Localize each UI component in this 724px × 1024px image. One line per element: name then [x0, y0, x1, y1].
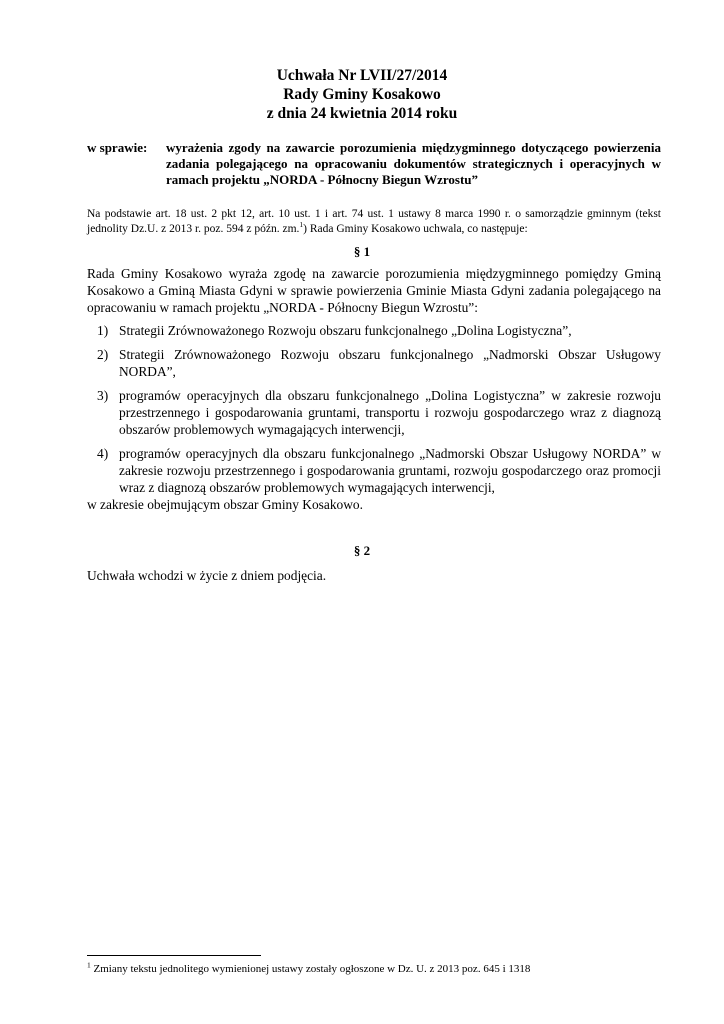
subject-label: w sprawie: — [87, 140, 148, 155]
documents-list — [87, 322, 661, 496]
footnote-divider — [87, 955, 261, 956]
section-1-heading: § 1 — [353, 244, 371, 259]
list-item-text: programów operacyjnych dla obszaru funkcjonalnego „Dolina Logistyczna” w zakresie rozwoju przestrzennego i gospodarowania gruntami, transportu i rozwoju gospodarczego wraz z diagnozą obszarów problemowych wymagających interwencji, — [119, 388, 661, 437]
list-item — [87, 346, 661, 380]
subject-block — [87, 140, 661, 188]
section-2-heading: § 2 — [353, 543, 371, 558]
section-1-closing: w zakresie obejmującym obszar Gminy Kosakowo. — [87, 497, 363, 512]
section-2-text: Uchwała wchodzi w życie z dniem podjęcia. — [87, 568, 327, 583]
title-number: Uchwała Nr LVII/27/2014 — [276, 67, 448, 84]
list-item-text: programów operacyjnych dla obszaru funkcjonalnego „Nadmorski Obszar Usługowy NORDA” w zakresie rozwoju przestrzennego i gospodarowania gruntami, rozwoju gospodarczego oraz promocji wraz z diagnozą obszarów problemowych wymagających interwencji, — [119, 446, 661, 495]
section-1-intro: Rada Gminy Kosakowo wyraża zgodę na zawarcie porozumienia międzygminnego pomiędzy Gminą Kosakowo a Gminą Miasta Gdyni w sprawie powierzenia Gminie Miasta Gdyni zadania polegającego na opracowaniu w ramach projektu „NORDA - Północny Biegun Wzrostu”: — [87, 266, 661, 315]
footnote-reference: 1 — [299, 220, 304, 230]
list-item — [87, 387, 661, 438]
footnote-marker: 1 — [87, 960, 91, 970]
subject-text: wyrażenia zgody na zawarcie porozumienia międzygminnego dotyczącego powierzenia zadania polegającego na opracowaniu dokumentów strategicznych i operacyjnych w ramach projektu „NORDA - Północny Biegun Wzrostu” — [166, 140, 661, 187]
list-item-number: 1) — [97, 323, 109, 338]
legal-basis-text-end: ) Rada Gminy Kosakowo uchwala, co następuje: — [303, 223, 528, 235]
legal-basis-text: Na podstawie art. 18 ust. 2 pkt 12, art. 10 ust. 1 i art. 74 ust. 1 ustawy 8 marca 1990 r. o samorządzie gminnym (tekst jednolity Dz.U. z 2013 r. poz. 594 z późn. zm. — [87, 208, 661, 235]
legal-basis — [87, 207, 661, 237]
list-item — [87, 445, 661, 496]
list-item-number: 4) — [97, 446, 109, 461]
list-item — [87, 322, 661, 339]
list-item-number: 2) — [97, 347, 109, 362]
list-item-text: Strategii Zrównoważonego Rozwoju obszaru funkcjonalnego „Nadmorski Obszar Usługowy NORDA”, — [119, 347, 661, 379]
title-council: Rady Gminy Kosakowo — [283, 86, 441, 103]
footnote — [87, 962, 661, 976]
list-item-number: 3) — [97, 388, 109, 403]
footnote-text: Zmiany tekstu jednolitego wymienionej ustawy zostały ogłoszone w Dz. U. z 2013 poz. 645 i 1318 — [90, 963, 531, 975]
title-date: z dnia 24 kwietnia 2014 roku — [266, 105, 458, 122]
list-item-text: Strategii Zrównoważonego Rozwoju obszaru funkcjonalnego „Dolina Logistyczna”, — [119, 323, 572, 338]
resolution-title — [0, 66, 724, 123]
